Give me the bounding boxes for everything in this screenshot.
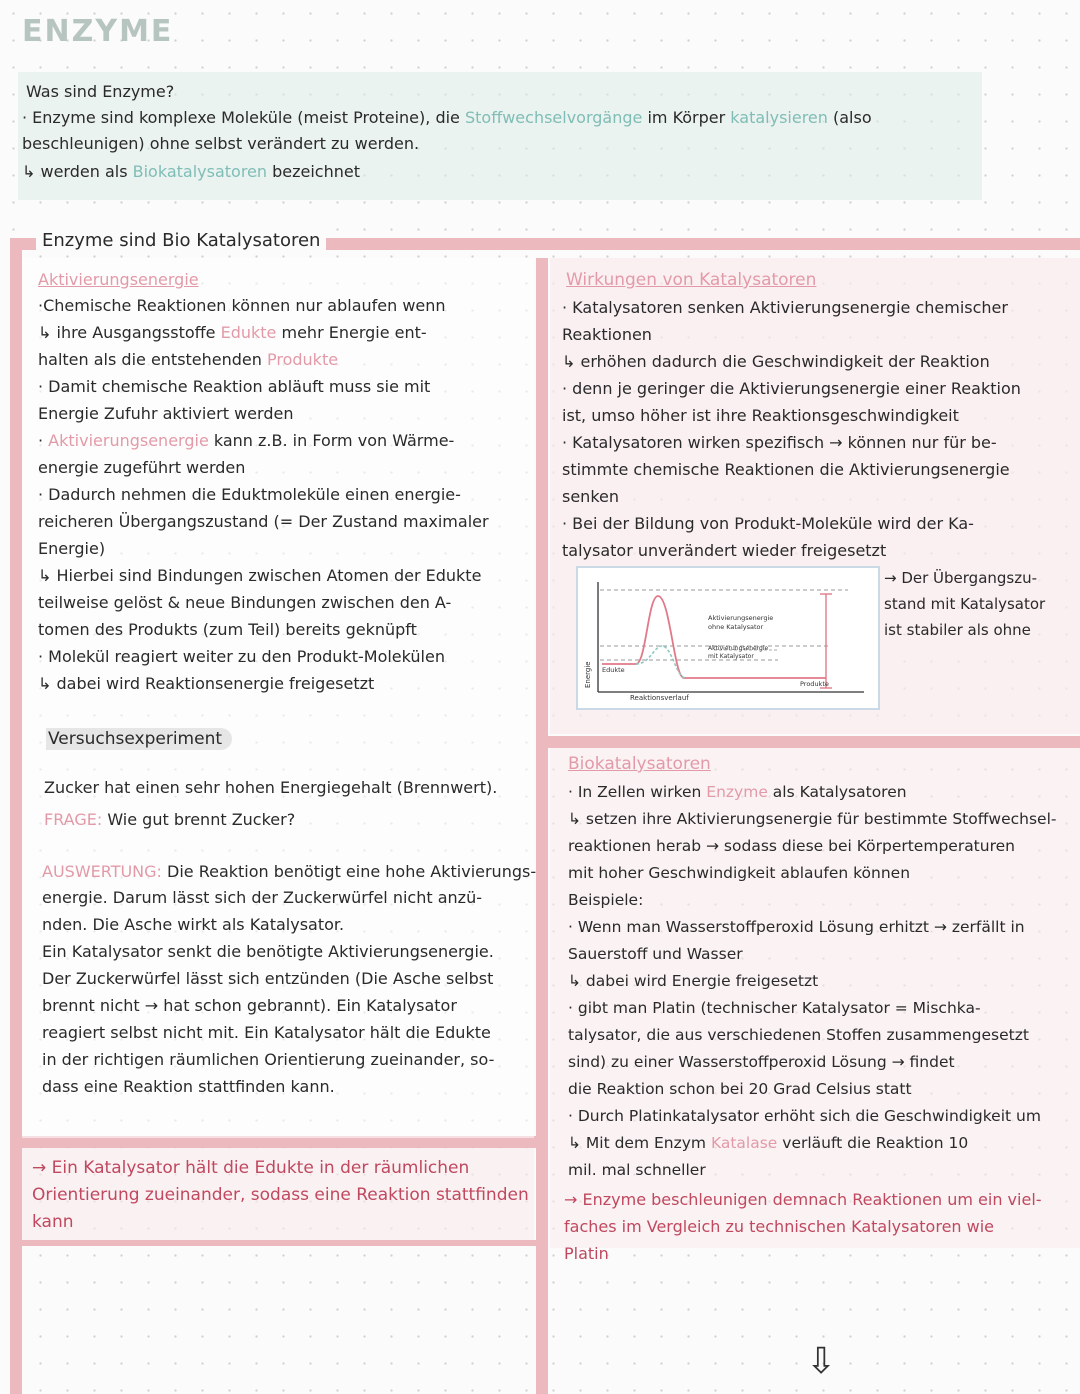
text-segment: ist stabiler als ohne xyxy=(884,621,1031,639)
evaluation-line-1 xyxy=(42,862,536,882)
right-text-line xyxy=(568,917,1025,937)
text-segment: ↳ ihre Ausgangsstoffe xyxy=(38,323,221,342)
text-segment: die Reaktion schon bei 20 Grad Celsius statt xyxy=(568,1080,912,1098)
conclusion-line xyxy=(564,1190,1042,1210)
text-segment: · Damit chemische Reaktion abläuft muss sie mit xyxy=(38,377,431,396)
y-axis-label: Energie xyxy=(584,661,592,688)
text-segment: reaktionen herab → sodass diese bei Körpertemperaturen xyxy=(568,837,1015,855)
right-text-line xyxy=(568,1052,955,1072)
right-text-line xyxy=(562,379,1021,399)
left-text-line xyxy=(38,485,461,505)
right-text-line xyxy=(568,809,1056,829)
left-text-line xyxy=(38,593,451,613)
question-line xyxy=(44,810,295,830)
page-title: ENZYME xyxy=(22,14,174,49)
label-mit-1: Aktivierungsenergie xyxy=(708,645,769,652)
left-text-line xyxy=(38,323,427,343)
text-segment: brennt nicht → hat schon gebrannt). Ein Katalysator xyxy=(42,996,457,1015)
text-segment: mehr Energie ent- xyxy=(276,323,427,342)
evaluation-text: Die Reaktion benötigt eine hohe Aktivierungs- xyxy=(161,862,537,881)
conclusion-line xyxy=(564,1217,994,1237)
intro-text: (also xyxy=(827,108,872,127)
frame-middle-band xyxy=(536,258,548,1394)
text-segment: · Dadurch nehmen die Eduktmoleküle einen energie- xyxy=(38,485,461,504)
down-arrow-icon: ⇩ xyxy=(806,1341,837,1382)
left-text-line xyxy=(38,431,454,451)
right-text-line xyxy=(562,325,652,345)
energy-diagram xyxy=(576,566,880,710)
text-segment: ↳ erhöhen dadurch die Geschwindigkeit der Reaktion xyxy=(562,352,990,371)
text-segment: ↳ dabei wird Reaktionsenergie freigesetzt xyxy=(38,674,375,693)
text-segment: Orientierung zueinander, sodass eine Reaktion stattfinden xyxy=(32,1185,529,1205)
left-text-line xyxy=(38,620,417,640)
text-segment: ↳ Hierbei sind Bindungen zwischen Atomen der Edukte xyxy=(38,566,482,585)
evaluation-line xyxy=(42,1077,335,1097)
highlight-term: Edukte xyxy=(220,323,277,342)
text-segment: · Wenn man Wasserstoffperoxid Lösung erhitzt → zerfällt in xyxy=(568,918,1025,936)
right-text-line xyxy=(562,487,619,507)
text-segment: ↳ setzen ihre Aktivierungsenergie für bestimmte Stoffwechsel- xyxy=(568,810,1057,828)
label-ohne-2: ohne Katalysator xyxy=(708,623,764,631)
intro-line-3 xyxy=(22,162,360,182)
experiment-line: Zucker hat einen sehr hohen Energiegehalt (Brennwert). xyxy=(44,778,498,797)
intro-text: im Körper xyxy=(642,108,731,127)
left-bottom-band xyxy=(22,1240,536,1246)
right-divider-band xyxy=(536,736,1080,748)
text-segment: Sauerstoff und Wasser xyxy=(568,945,743,963)
highlight-term: katalysieren xyxy=(730,108,828,127)
text-segment: · In Zellen wirken xyxy=(568,783,707,801)
conclusion-line xyxy=(564,1244,609,1264)
label-mit-2: mit Katalysator xyxy=(708,653,754,660)
text-segment: · Katalysatoren senken Aktivierungsenergie chemischer xyxy=(562,298,1008,317)
intro-question: Was sind Enzyme? xyxy=(26,82,175,101)
label-ohne-1: Aktivierungsenergie xyxy=(708,614,774,622)
text-segment: ist, umso höher ist ihre Reaktionsgeschwindigkeit xyxy=(562,406,959,425)
text-segment: faches im Vergleich zu technischen Katalysatoren wie xyxy=(564,1217,995,1236)
right-text-line xyxy=(568,890,643,910)
text-segment: → Ein Katalysator hält die Edukte in der räumlichen xyxy=(32,1158,470,1178)
evaluation-line xyxy=(42,996,457,1016)
section-header: Enzyme sind Bio Katalysatoren xyxy=(36,228,326,254)
text-segment: mit hoher Geschwindigkeit ablaufen können xyxy=(568,864,911,882)
text-segment: sind) zu einer Wasserstoffperoxid Lösung → findet xyxy=(568,1053,955,1071)
right-text-line xyxy=(568,944,743,964)
left-text-line xyxy=(38,377,430,397)
right-text-line xyxy=(562,406,959,426)
right-text-line xyxy=(562,298,1008,318)
left-text-line xyxy=(38,566,481,586)
evaluation-line xyxy=(42,942,494,962)
text-segment: Energie) xyxy=(38,539,106,558)
text-segment: · Molekül reagiert weiter zu den Produkt-Molekülen xyxy=(38,647,445,666)
edukte-label: Edukte xyxy=(602,666,625,674)
highlight-term: Produkte xyxy=(267,350,339,369)
evaluation-line xyxy=(42,915,344,935)
text-segment: talysator unverändert wieder freigesetzt xyxy=(562,541,887,560)
text-segment: dass eine Reaktion stattfinden kann. xyxy=(42,1077,335,1096)
right-text-line xyxy=(568,782,907,802)
text-segment: in der richtigen räumlichen Orientierung zueinander, so- xyxy=(42,1050,495,1069)
right-text-line xyxy=(568,1133,968,1153)
right-text-line xyxy=(568,1025,1029,1045)
text-segment: mil. mal schneller xyxy=(568,1161,706,1179)
text-segment: talysator, die aus verschiedenen Stoffen zusammengesetzt xyxy=(568,1026,1029,1044)
right-text-line xyxy=(562,460,1010,480)
evaluation-line xyxy=(42,969,493,989)
side-note-line xyxy=(884,568,1037,588)
produkte-label: Produkte xyxy=(800,680,829,688)
summary-line xyxy=(32,1185,529,1205)
right-text-line xyxy=(568,1160,706,1180)
text-segment: Ein Katalysator senkt die benötigte Aktivierungsenergie. xyxy=(42,942,494,961)
intro-text: · Enzyme sind komplexe Moleküle (meist Proteine), die xyxy=(22,108,465,127)
text-segment: als Katalysatoren xyxy=(767,783,907,801)
left-text-line xyxy=(38,647,445,667)
evaluation-label: AUSWERTUNG: xyxy=(42,862,162,881)
left-text-line xyxy=(38,539,105,559)
text-segment: reagiert selbst nicht mit. Ein Katalysator hält die Edukte xyxy=(42,1023,491,1042)
highlight-term: Stoffwechselvorgänge xyxy=(464,108,643,127)
text-segment: Platin xyxy=(564,1244,609,1263)
highlight-term: Enzyme xyxy=(706,783,768,801)
text-segment: senken xyxy=(562,487,619,506)
text-segment: Energie Zufuhr aktiviert werden xyxy=(38,404,294,423)
side-note-line xyxy=(884,594,1045,614)
text-segment: Beispiele: xyxy=(568,891,644,909)
summary-line xyxy=(32,1212,74,1232)
highlight-term: Aktivierungsenergie xyxy=(48,431,209,450)
experiment-heading: Versuchsexperiment xyxy=(46,728,232,750)
question-text: Wie gut brennt Zucker? xyxy=(102,810,296,829)
left-text-line xyxy=(38,350,338,370)
side-note-line xyxy=(884,620,1031,640)
text-segment: Reaktionen xyxy=(562,325,652,344)
left-text-line xyxy=(38,296,446,316)
text-segment: stimmte chemische Reaktionen die Aktivierungsenergie xyxy=(562,460,1010,479)
intro-text: ↳ werden als xyxy=(22,162,133,181)
left-text-line xyxy=(38,404,293,424)
right-text-line xyxy=(568,1106,1041,1126)
left-text-line xyxy=(38,674,374,694)
text-segment: energie. Darum lässt sich der Zuckerwürfel nicht anzü- xyxy=(42,888,482,907)
question-label: FRAGE: xyxy=(44,810,103,829)
evaluation-line xyxy=(42,1023,491,1043)
text-segment: teilweise gelöst & neue Bindungen zwischen den A- xyxy=(38,593,452,612)
text-segment: · Durch Platinkatalysator erhöht sich die Geschwindigkeit um xyxy=(568,1107,1041,1125)
text-segment: · gibt man Platin (technischer Katalysator = Mischka- xyxy=(568,999,981,1017)
text-segment: Der Zuckerwürfel lässt sich entzünden (Die Asche selbst xyxy=(42,969,494,988)
right-text-line xyxy=(562,352,990,372)
evaluation-line xyxy=(42,1050,494,1070)
text-segment: ·Chemische Reaktionen können nur ablaufen wenn xyxy=(38,296,446,315)
text-segment: kann xyxy=(32,1212,74,1232)
right-text-line xyxy=(562,433,997,453)
x-axis-label: Reaktionsverlauf xyxy=(630,694,689,702)
right-text-line xyxy=(568,971,818,991)
text-segment: ↳ Mit dem Enzym xyxy=(568,1134,711,1152)
text-segment: · Bei der Bildung von Produkt-Moleküle wird der Ka- xyxy=(562,514,974,533)
right-heading-1: Wirkungen von Katalysatoren xyxy=(566,270,817,290)
text-segment: nden. Die Asche wirkt als Katalysator. xyxy=(42,915,345,934)
right-text-line xyxy=(568,998,981,1018)
intro-line-2: beschleunigen) ohne selbst verändert zu werden. xyxy=(22,134,420,153)
summary-line xyxy=(32,1158,469,1178)
text-segment: tomen des Produkts (zum Teil) bereits geknüpft xyxy=(38,620,417,639)
highlight-term: Katalase xyxy=(710,1134,778,1152)
right-text-line xyxy=(568,836,1015,856)
text-segment: halten als die entstehenden xyxy=(38,350,267,369)
text-segment: · xyxy=(38,431,49,450)
right-text-line xyxy=(562,514,974,534)
left-heading: Aktivierungsenergie xyxy=(38,270,199,289)
right-text-line xyxy=(562,541,886,561)
text-segment: · Katalysatoren wirken spezifisch → können nur für be- xyxy=(562,433,997,452)
text-segment: stand mit Katalysator xyxy=(884,595,1046,613)
right-heading-2: Biokatalysatoren xyxy=(568,754,711,774)
highlight-term: Biokatalysatoren xyxy=(132,162,268,181)
right-text-line xyxy=(568,863,910,883)
text-segment: → Der Übergangszu- xyxy=(884,569,1038,587)
intro-text: bezeichnet xyxy=(267,162,360,181)
evaluation-line xyxy=(42,888,482,908)
text-segment: kann z.B. in Form von Wärme- xyxy=(208,431,455,450)
text-segment: → Enzyme beschleunigen demnach Reaktionen um ein viel- xyxy=(564,1190,1042,1209)
text-segment: · denn je geringer die Aktivierungsenergie einer Reaktion xyxy=(562,379,1021,398)
left-text-line xyxy=(38,512,489,532)
intro-line-1 xyxy=(22,108,872,128)
frame-left-band xyxy=(10,238,22,1394)
text-segment: energie zugeführt werden xyxy=(38,458,246,477)
right-text-line xyxy=(568,1079,912,1099)
left-text-line xyxy=(38,458,245,478)
curve-without-catalyst xyxy=(602,596,826,678)
text-segment: ↳ dabei wird Energie freigesetzt xyxy=(568,972,819,990)
text-segment: verläuft die Reaktion 10 xyxy=(777,1134,969,1152)
energy-diagram-svg xyxy=(578,568,878,708)
text-segment: reicheren Übergangszustand (= Der Zustand maximaler xyxy=(38,512,489,531)
